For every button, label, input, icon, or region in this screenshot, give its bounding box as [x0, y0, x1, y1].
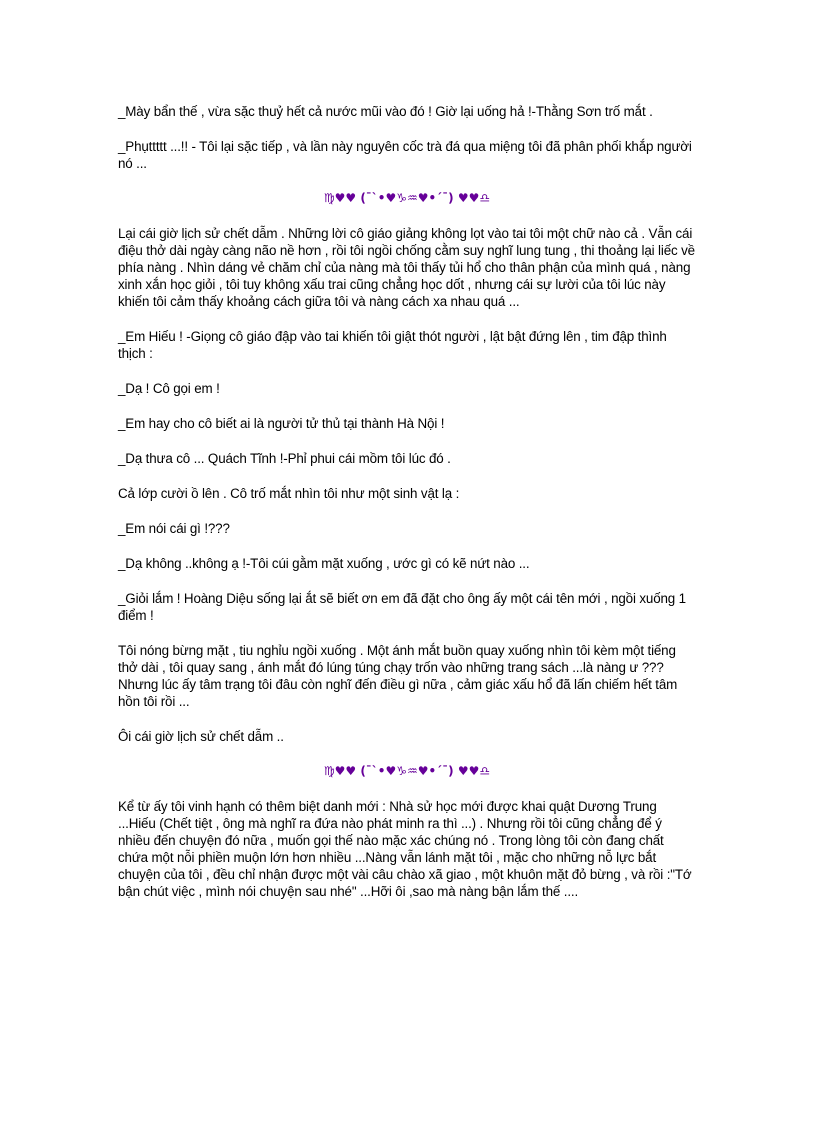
paragraph: Ôi cái giờ lịch sử chết dẫm .. — [118, 729, 284, 744]
paragraph: Cả lớp cười ồ lên . Cô trố mắt nhìn tôi như một sinh vật lạ : — [118, 486, 460, 501]
paragraph: _Phụttttt ...!! - Tôi lại sặc tiếp , và lần này nguyên cốc trà đá qua miệng tôi đã phân phối khắp người nó ... — [118, 139, 692, 171]
paragraph: _Mày bẩn thế , vừa sặc thuỷ hết cả nước mũi vào đó ! Giờ lại uống hả !-Thằng Sơn trố mắt . — [118, 104, 653, 119]
section-divider: ♍♥♥ (¯`•♥♑♒♥•´¯) ♥♥♎ — [323, 191, 491, 205]
paragraph: _Dạ ! Cô gọi em ! — [118, 381, 220, 396]
paragraph: _Em nói cái gì !??? — [118, 521, 230, 536]
paragraph: Lại cái giờ lịch sử chết dẫm . Những lời cô giáo giảng không lọt vào tai tôi một chữ nào cả . Vẫn cái điệu thở dài ngày càng não nề hơn , rồi tôi ngồi chống cằm suy nghĩ lung tung , thi thoảng lại liếc về phía nàng . Nhìn dáng vẻ chăm chỉ của nàng mà tôi thấy tủi hổ cho thân phận của mình quá , nàng xinh xắn học giỏi , tôi tuy không xấu trai cũng chẳng học dốt , nhưng cái sự lười của tôi lúc này khiến tôi cảm thấy khoảng cách giữa tôi và nàng cách xa nhau quá ... — [118, 226, 695, 309]
paragraph: Tôi nóng bừng mặt , tiu nghỉu ngồi xuống . Một ánh mắt buồn quay xuống nhìn tôi kèm một tiếng thở dài , tôi quay sang , ánh mắt đó lúng túng chạy trốn vào những trang sách ...là nàng ư ??? Nhưng lúc ấy tâm trạng tôi đâu còn nghĩ đến điều gì nữa , cảm giác xấu hổ đã lấn chiếm hết tâm hồn tôi rồi ... — [118, 643, 678, 709]
paragraph: _Dạ không ..không ạ !-Tôi cúi gằm mặt xuống , ước gì có kẽ nứt nào ... — [118, 556, 530, 571]
paragraph: _Giỏi lắm ! Hoàng Diệu sống lại ắt sẽ biết ơn em đã đặt cho ông ấy một cái tên mới , ngồi xuống 1 điểm ! — [118, 591, 686, 623]
paragraph: Kể từ ấy tôi vinh hạnh có thêm biệt danh mới : Nhà sử học mới được khai quật Dương Trung ...Hiếu (Chết tiệt , ông mà nghĩ ra đứa nào phát minh ra thì ...) . Nhưng rồi tôi cũng chẳng để ý nhiều đến chuyện đó nữa , muốn gọi thế nào mặc xác chúng nó . Trong lòng tôi còn đang chất chứa một nỗi phiền muộn lớn hơn nhiều ...Nàng vẫn lánh mặt tôi , mặc cho những nỗ lực bắt chuyện của tôi , đều chỉ nhận được một vài câu chào xã giao , một khuôn mặt đỏ bừng , và rồi :"Tớ bận chút việc , mình nói chuyện sau nhé" ...Hỡi ôi ,sao mà nàng bận lắm thế .... — [118, 799, 692, 899]
paragraph: _Em Hiếu ! -Giọng cô giáo đập vào tai khiến tôi giật thót người , lật bật đứng lên , tim đập thình thịch : — [118, 329, 667, 361]
paragraph: _Dạ thưa cô ... Quách Tĩnh !-Phỉ phui cái mồm tôi lúc đó . — [118, 451, 451, 466]
document-body — [118, 103, 696, 918]
section-divider: ♍♥♥ (¯`•♥♑♒♥•´¯) ♥♥♎ — [323, 764, 491, 778]
paragraph: _Em hay cho cô biết ai là người tử thủ tại thành Hà Nội ! — [118, 416, 445, 431]
